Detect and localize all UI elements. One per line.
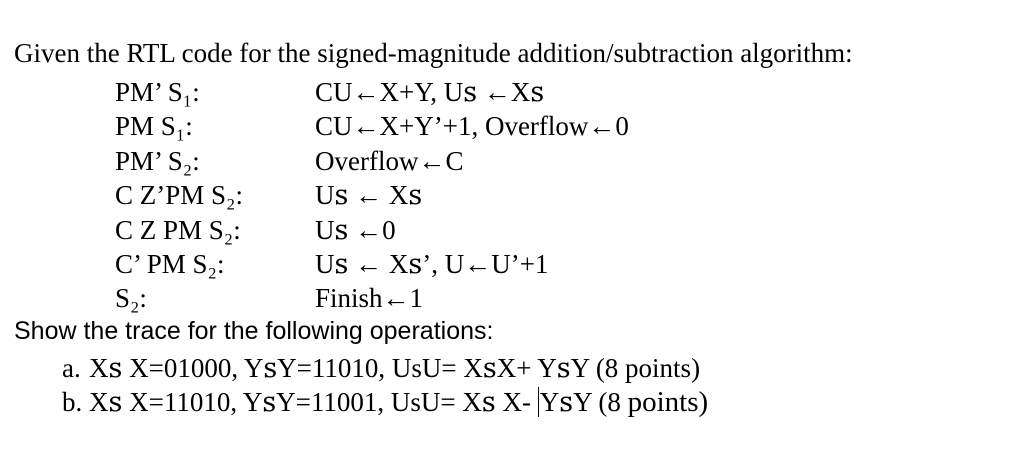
rtl-condition: C’ PM S₂: bbox=[115, 248, 225, 279]
rtl-row bbox=[115, 214, 795, 248]
operation-text-part: points) bbox=[627, 386, 709, 418]
operation-text-part: Xꜱ X=11010, YꜱY=11001, UsU= Xꜱ X- bbox=[89, 387, 538, 417]
list-marker: a. bbox=[62, 353, 81, 383]
document-heading: Given the RTL code for the signed-magnitude addition/subtraction algorithm: bbox=[14, 38, 853, 68]
text-cursor bbox=[538, 387, 539, 417]
rtl-condition: C Z’PM S₂: bbox=[115, 180, 243, 211]
rtl-row bbox=[115, 282, 795, 316]
operation-text bbox=[89, 386, 708, 418]
rtl-row bbox=[115, 110, 795, 144]
rtl-code-table bbox=[115, 76, 795, 317]
rtl-row bbox=[115, 145, 795, 179]
rtl-condition: PM’ S₁: bbox=[115, 77, 200, 107]
list-marker: b. bbox=[62, 387, 83, 417]
rtl-action: Finish←1 bbox=[315, 283, 424, 314]
rtl-condition: S₂: bbox=[115, 283, 147, 314]
trace-prompt: Show the trace for the following operations: bbox=[14, 317, 494, 345]
rtl-condition: C Z PM S₂: bbox=[115, 214, 241, 245]
rtl-row bbox=[115, 76, 795, 110]
rtl-action: Uꜱ ←0 bbox=[315, 214, 396, 245]
rtl-condition: PM’ S₂: bbox=[115, 145, 200, 176]
rtl-row bbox=[115, 248, 795, 282]
rtl-condition: PM S₁: bbox=[115, 111, 193, 142]
rtl-row bbox=[115, 179, 795, 213]
operation-text-part: YꜱY (8 bbox=[539, 387, 628, 417]
operation-text: Xꜱ X=01000, YꜱY=11010, UsU= XꜱX+ YꜱY (8 points) bbox=[89, 353, 701, 383]
rtl-action: CU←X+Y, Uꜱ ←Xꜱ bbox=[315, 77, 545, 107]
rtl-action: Overflow←C bbox=[315, 145, 464, 176]
rtl-action: Uꜱ ← Xꜱ bbox=[315, 180, 423, 211]
rtl-action: CU←X+Y’+1, Overflow←0 bbox=[315, 111, 629, 142]
rtl-action: Uꜱ ← Xꜱ’, U←U’+1 bbox=[315, 248, 549, 279]
